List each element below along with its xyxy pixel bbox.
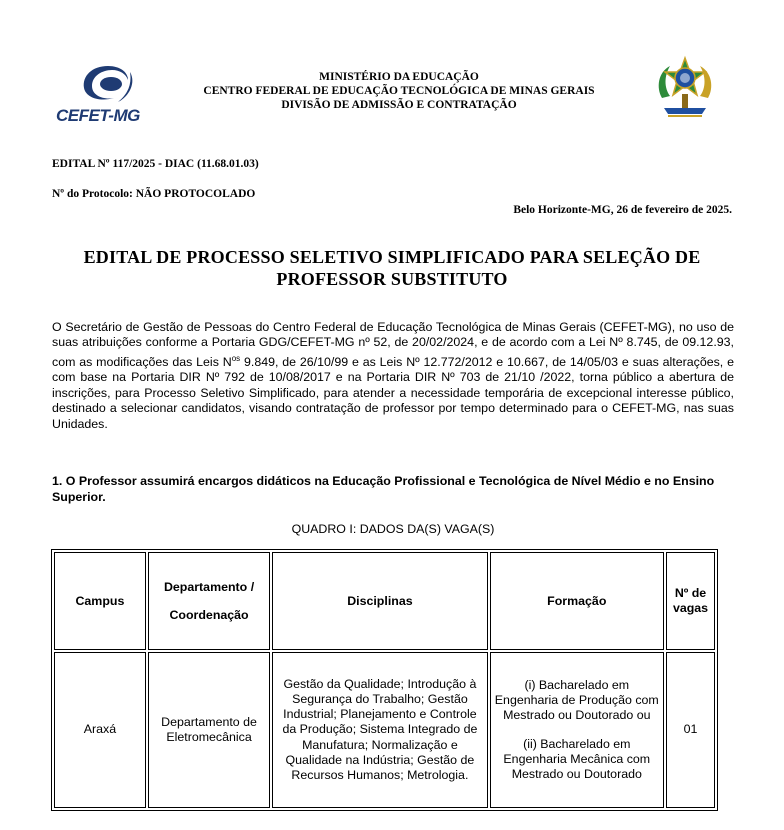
header-departamento-line1: Departamento / bbox=[163, 579, 255, 594]
cell-formacao bbox=[490, 652, 664, 808]
cell-vagas: 01 bbox=[666, 652, 715, 808]
formacao-option-1: (i) Bacharelado em Engenharia de Produção com Mestrado ou Doutorado ou bbox=[494, 677, 659, 723]
cell-campus: Araxá bbox=[54, 652, 146, 808]
intro-superscript: os bbox=[231, 353, 241, 363]
header-institution: CENTRO FEDERAL DE EDUCAÇÃO TECNOLÓGICA DE MINAS GERAIS bbox=[203, 85, 595, 97]
institution-header bbox=[150, 70, 648, 112]
place-date: Belo Horizonte-MG, 26 de fevereiro de 2025. bbox=[513, 204, 732, 216]
table-row bbox=[54, 652, 715, 808]
cell-departamento: Departamento de Eletromecânica bbox=[148, 652, 270, 808]
title-line-2: PROFESSOR SUBSTITUTO bbox=[276, 269, 508, 289]
vacancy-table bbox=[51, 549, 718, 811]
cefet-mg-logo bbox=[56, 62, 160, 128]
intro-text-2: 9.849, de 26/10/99 e as Leis Nº 12.772/2012 e 10.667, de 14/05/03 e suas alterações, e com base na Portaria DIR Nº 792 de 10/08/2017 e na Portaria DIR Nº 703 de 21/10 /2022, torna público a abertura de inscrições, para Processo Seletivo Simplificado, para atender a necessidade temporária de excepcional interesse público, destinado a selecionar candidatos, visando contratação de professor por tempo determinado para o CEFET-MG, nas suas Unidades. bbox=[52, 354, 734, 431]
section-1-heading: 1. O Professor assumirá encargos didáticos na Educação Profissional e Tecnológica de Nível Médio e no Ensino Superior. bbox=[52, 474, 715, 504]
header-division: DIVISÃO DE ADMISSÃO E CONTRATAÇÃO bbox=[281, 99, 517, 111]
formacao-option-2: (ii) Bacharelado em Engenharia Mecânica com Mestrado ou Doutorado bbox=[503, 736, 651, 781]
brazil-coat-of-arms bbox=[652, 54, 718, 124]
cefet-swoosh-icon bbox=[78, 62, 138, 106]
coat-of-arms-icon bbox=[652, 54, 718, 124]
title-line-1: EDITAL DE PROCESSO SELETIVO SIMPLIFICADO PARA SELEÇÃO DE bbox=[83, 247, 701, 267]
header-departamento-line2: Coordenação bbox=[169, 607, 249, 622]
quadro-title: QUADRO I: DADOS DA(S) VAGA(S) bbox=[291, 522, 495, 536]
header-ministry: MINISTÉRIO DA EDUCAÇÃO bbox=[319, 71, 479, 83]
header-departamento bbox=[148, 552, 270, 650]
edital-number: EDITAL Nº 117/2025 - DIAC (11.68.01.03) bbox=[52, 158, 259, 170]
protocol-number: Nº do Protocolo: NÃO PROTOCOLADO bbox=[52, 188, 256, 200]
header-formacao: Formação bbox=[490, 552, 664, 650]
table-header-row bbox=[54, 552, 715, 650]
intro-text-1: O Secretário de Gestão de Pessoas do Centro Federal de Educação Tecnológica de Minas Gerais (CEFET-MG), no uso de suas atribuições conforme a Portaria GDG/CEFET-MG nº 52, de 20/02/2024, e de acordo com a Lei Nº 8.745, de 09.12.93, com as modificações das Leis N bbox=[52, 320, 734, 369]
vacancy-table-wrapper bbox=[51, 549, 718, 811]
cell-disciplinas: Gestão da Qualidade; Introdução à Segurança do Trabalho; Gestão Industrial; Planejamento e Controle da Produção; Sistema Integrado de Manufatura; Normalização e Qualidade na Indústria; Gestão de Recursos Humanos; Metrologia. bbox=[272, 652, 487, 808]
intro-paragraph bbox=[52, 320, 734, 432]
header-campus: Campus bbox=[54, 552, 146, 650]
header-vagas: Nº de vagas bbox=[666, 552, 715, 650]
document-title bbox=[52, 246, 732, 290]
logo-text: CEFET-MG bbox=[56, 106, 140, 125]
header-disciplinas: Disciplinas bbox=[272, 552, 487, 650]
